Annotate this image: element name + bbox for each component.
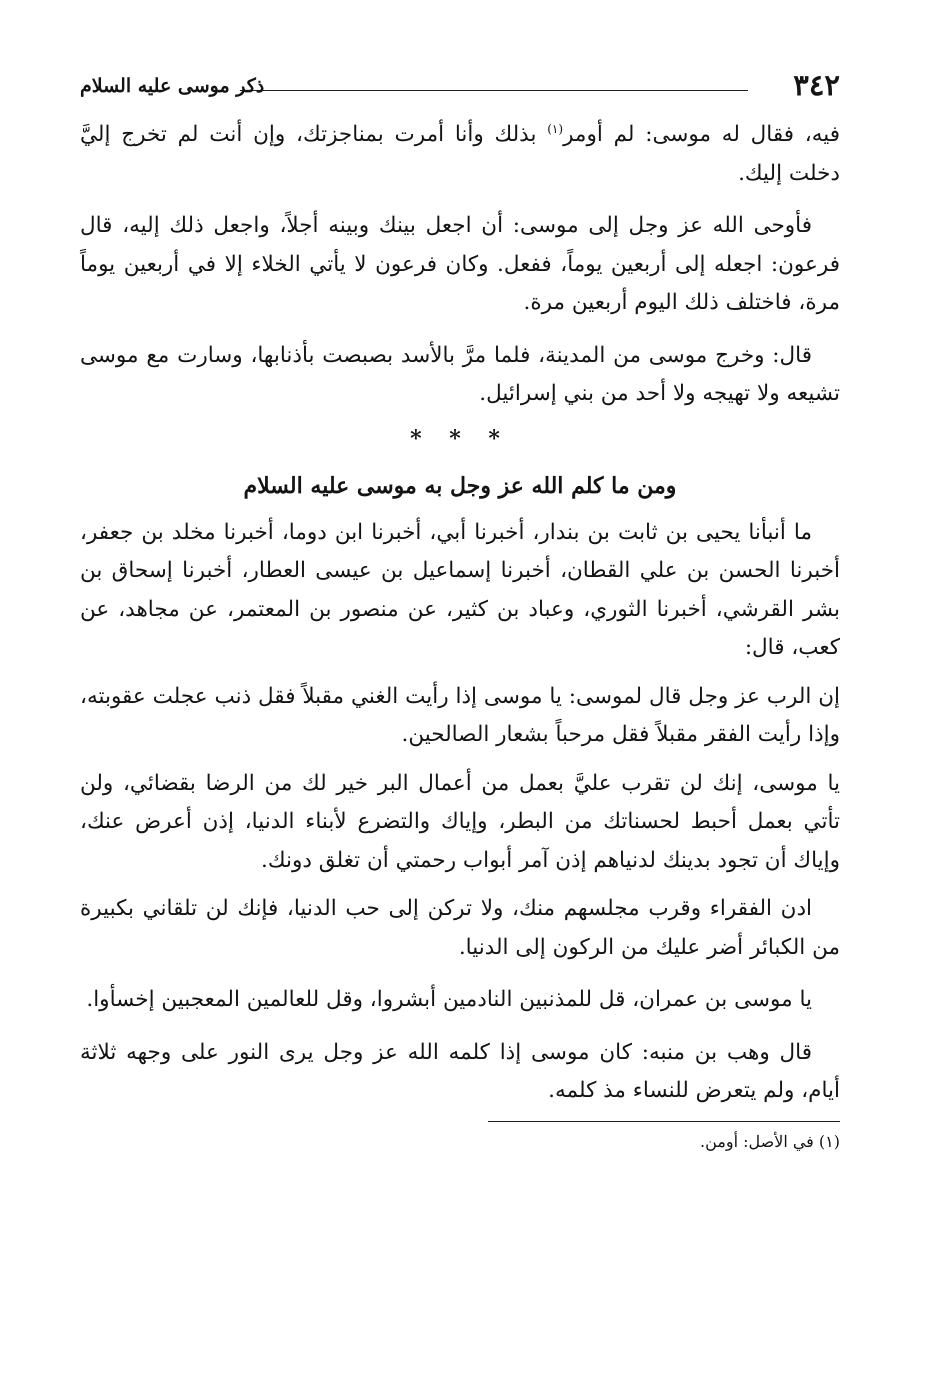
section-heading: ومن ما كلم الله عز وجل به موسى عليه السلام: [243, 472, 677, 499]
paragraph-1-text-a: فيه، فقال له موسى: لم أومر: [563, 122, 841, 147]
paragraph-7: ادن الفقراء وقرب مجلسهم منك، ولا تركن إلى حب الدنيا، فإنك لن تلقاني بكبيرة من الكبائر أضر عليك من الركون إلى الدنيا.: [80, 896, 840, 960]
paragraph-8: يا موسى بن عمران، قل للمذنبين النادمين أبشروا، وقل للعالمين المعجبين إخسأوا.: [86, 987, 812, 1012]
page-number: ٣٤٢: [793, 68, 840, 102]
paragraph-5: إن الرب عز وجل قال لموسى: يا موسى إذا رأيت الغني مقبلاً فقل ذنب عجلت عقوبته، وإذا رأيت الفقر مقبلاً فقل مرحباً بشعار الصالحين.: [80, 683, 840, 747]
page-header: [80, 68, 840, 104]
running-title: ذكر موسى عليه السلام: [80, 75, 265, 97]
paragraph-9: قال وهب بن منبه: كان موسى إذا كلمه الله عز وجل يرى النور على وجهه ثلاثة أيام، ولم يتعرض للنساء مذ كلمه.: [80, 1039, 840, 1103]
paragraph-3: قال: وخرج موسى من المدينة، فلما مرَّ بالأسد بصبصت بأذنابها، وسارت مع موسى تشيعه ولا تهيجه ولا أحد من بني إسرائيل.: [80, 342, 840, 406]
section-separator: * * *: [410, 425, 510, 452]
paragraph-2: فأوحى الله عز وجل إلى موسى: أن اجعل بينك وبينه أجلاً، واجعل ذلك إليه، قال فرعون: اجعله إلى أربعين يوماً، ففعل. وكان فرعون لا يأتي الخلاء إلا في أربعين يوماً مرة، فاختلف ذلك اليوم أربعين مرة.: [80, 213, 840, 315]
paragraph-1-text-b: بذلك وأنا أمرت بمناجزتك، وإن أنت لم تخرج إليَّ دخلت إليك.: [80, 122, 840, 186]
footnote-ref[interactable]: (١): [547, 121, 564, 136]
footnote-rule: [488, 1121, 840, 1122]
paragraph-6: يا موسى، إنك لن تقرب عليَّ بعمل من أعمال البر خير لك من الرضا بقضائي، ولن تأتي بعمل أحبط لحسناتك من البطر، وإياك والتضرع لأبناء الدنيا، إذن أعرض عنك، وإياك أن تجود بدينك لدنياهم إذن آمر أبواب رحمتي أن تغلق دونك.: [80, 770, 840, 873]
paragraph-4: ما أنبأنا يحيى بن ثابت بن بندار، أخبرنا أبي، أخبرنا ابن دوما، أخبرنا مخلد بن جعفر، أخبرنا الحسن بن علي القطان، أخبرنا إسماعيل بن عيسى العطار، أخبرنا إسحاق بن بشر القرشي، أخبرنا الثوري، وعباد بن كثير، عن منصور بن المعتمر، عن مجاهد، عن كعب، قال:: [80, 519, 840, 660]
header-rule: [240, 90, 748, 91]
paragraph-1: [80, 116, 840, 193]
book-page: [80, 68, 840, 1156]
page-body: [80, 116, 840, 1156]
footnote: (١) في الأصل: أومن.: [700, 1131, 840, 1151]
